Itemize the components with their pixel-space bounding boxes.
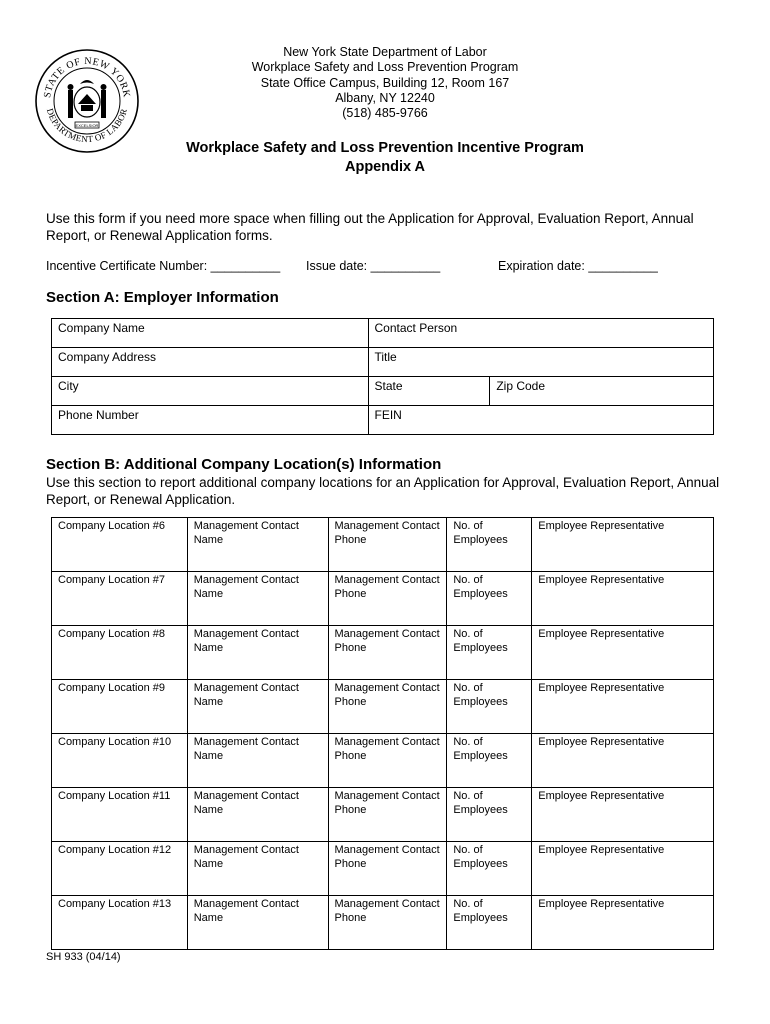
location-row [52, 842, 714, 896]
mgmt-contact-name-cell[interactable]: Management Contact Name [187, 626, 328, 680]
location-row [52, 788, 714, 842]
employee-rep-cell[interactable]: Employee Representative [532, 788, 714, 842]
employee-rep-cell[interactable]: Employee Representative [532, 680, 714, 734]
contact-person-field[interactable]: Contact Person [368, 319, 714, 348]
employer-info-table [51, 318, 714, 435]
employee-count-cell[interactable]: No. of Employees [447, 896, 532, 950]
section-a-heading: Section A: Employer Information [46, 289, 279, 306]
form-number: SH 933 (04/14) [46, 951, 121, 963]
location-name-cell[interactable]: Company Location #12 [52, 842, 188, 896]
location-row [52, 680, 714, 734]
company-name-field[interactable]: Company Name [52, 319, 369, 348]
fein-field[interactable]: FEIN [368, 406, 714, 435]
locations-table [51, 517, 714, 950]
location-row [52, 572, 714, 626]
employee-count-cell[interactable]: No. of Employees [447, 734, 532, 788]
agency-header [0, 45, 770, 121]
employee-count-cell[interactable]: No. of Employees [447, 572, 532, 626]
location-row [52, 518, 714, 572]
employee-rep-cell[interactable]: Employee Representative [532, 734, 714, 788]
employee-rep-cell[interactable]: Employee Representative [532, 626, 714, 680]
mgmt-contact-phone-cell[interactable]: Management Contact Phone [328, 680, 447, 734]
employee-count-cell[interactable]: No. of Employees [447, 680, 532, 734]
mgmt-contact-name-cell[interactable]: Management Contact Name [187, 572, 328, 626]
location-name-cell[interactable]: Company Location #9 [52, 680, 188, 734]
location-name-cell[interactable]: Company Location #6 [52, 518, 188, 572]
certificate-row [46, 259, 746, 275]
title-line: Appendix A [344, 159, 426, 175]
mgmt-contact-name-cell[interactable]: Management Contact Name [187, 896, 328, 950]
company-address-field[interactable]: Company Address [52, 348, 369, 377]
location-row [52, 626, 714, 680]
svg-text:EXCELSIOR: EXCELSIOR [75, 123, 99, 128]
header-line: State Office Campus, Building 12, Room 167 [260, 75, 510, 90]
location-row [52, 734, 714, 788]
employee-rep-cell[interactable]: Employee Representative [532, 842, 714, 896]
svg-text:STATE OF NEW YORK: STATE OF NEW YORK [42, 55, 132, 99]
employee-rep-cell[interactable]: Employee Representative [532, 572, 714, 626]
employee-count-cell[interactable]: No. of Employees [447, 788, 532, 842]
mgmt-contact-name-cell[interactable]: Management Contact Name [187, 842, 328, 896]
title-field[interactable]: Title [368, 348, 714, 377]
mgmt-contact-name-cell[interactable]: Management Contact Name [187, 518, 328, 572]
header-line: (518) 485-9766 [342, 106, 428, 121]
location-name-cell[interactable]: Company Location #8 [52, 626, 188, 680]
mgmt-contact-phone-cell[interactable]: Management Contact Phone [328, 896, 447, 950]
phone-field[interactable]: Phone Number [52, 406, 369, 435]
mgmt-contact-name-cell[interactable]: Management Contact Name [187, 788, 328, 842]
location-row [52, 896, 714, 950]
section-b-heading: Section B: Additional Company Location(s) Information [46, 456, 442, 473]
issue-date-field[interactable]: Issue date: __________ [306, 259, 441, 273]
employee-rep-cell[interactable]: Employee Representative [532, 518, 714, 572]
header-line: New York State Department of Labor [283, 45, 487, 59]
employee-count-cell[interactable]: No. of Employees [447, 626, 532, 680]
zip-field[interactable]: Zip Code [490, 377, 714, 406]
mgmt-contact-phone-cell[interactable]: Management Contact Phone [328, 572, 447, 626]
location-name-cell[interactable]: Company Location #10 [52, 734, 188, 788]
title-line: Workplace Safety and Loss Prevention Incentive Program [186, 140, 584, 156]
mgmt-contact-phone-cell[interactable]: Management Contact Phone [328, 518, 447, 572]
city-field[interactable]: City [52, 377, 369, 406]
location-name-cell[interactable]: Company Location #7 [52, 572, 188, 626]
header-line: Albany, NY 12240 [335, 90, 435, 105]
employee-rep-cell[interactable]: Employee Representative [532, 896, 714, 950]
location-name-cell[interactable]: Company Location #11 [52, 788, 188, 842]
state-field[interactable]: State [368, 377, 490, 406]
section-b-description: Use this section to report additional company locations for an Application for Approval, Evaluation Report, Annual Report, or Renewal Application. [46, 475, 720, 507]
mgmt-contact-phone-cell[interactable]: Management Contact Phone [328, 842, 447, 896]
intro-text: Use this form if you need more space when filling out the Application for Approval, Evaluation Report, Annual Report, or Renewal Application forms. [46, 211, 694, 243]
header-line: Workplace Safety and Loss Prevention Program [251, 60, 519, 75]
mgmt-contact-phone-cell[interactable]: Management Contact Phone [328, 788, 447, 842]
svg-text:DEPARTMENT OF LABOR: DEPARTMENT OF LABOR [44, 107, 130, 145]
mgmt-contact-name-cell[interactable]: Management Contact Name [187, 734, 328, 788]
mgmt-contact-name-cell[interactable]: Management Contact Name [187, 680, 328, 734]
employee-count-cell[interactable]: No. of Employees [447, 842, 532, 896]
mgmt-contact-phone-cell[interactable]: Management Contact Phone [328, 734, 447, 788]
employee-count-cell[interactable]: No. of Employees [447, 518, 532, 572]
mgmt-contact-phone-cell[interactable]: Management Contact Phone [328, 626, 447, 680]
cert-number-field[interactable]: Incentive Certificate Number: __________ [46, 259, 281, 273]
form-title [0, 139, 770, 177]
expiration-date-field[interactable]: Expiration date: __________ [498, 259, 658, 273]
location-name-cell[interactable]: Company Location #13 [52, 896, 188, 950]
